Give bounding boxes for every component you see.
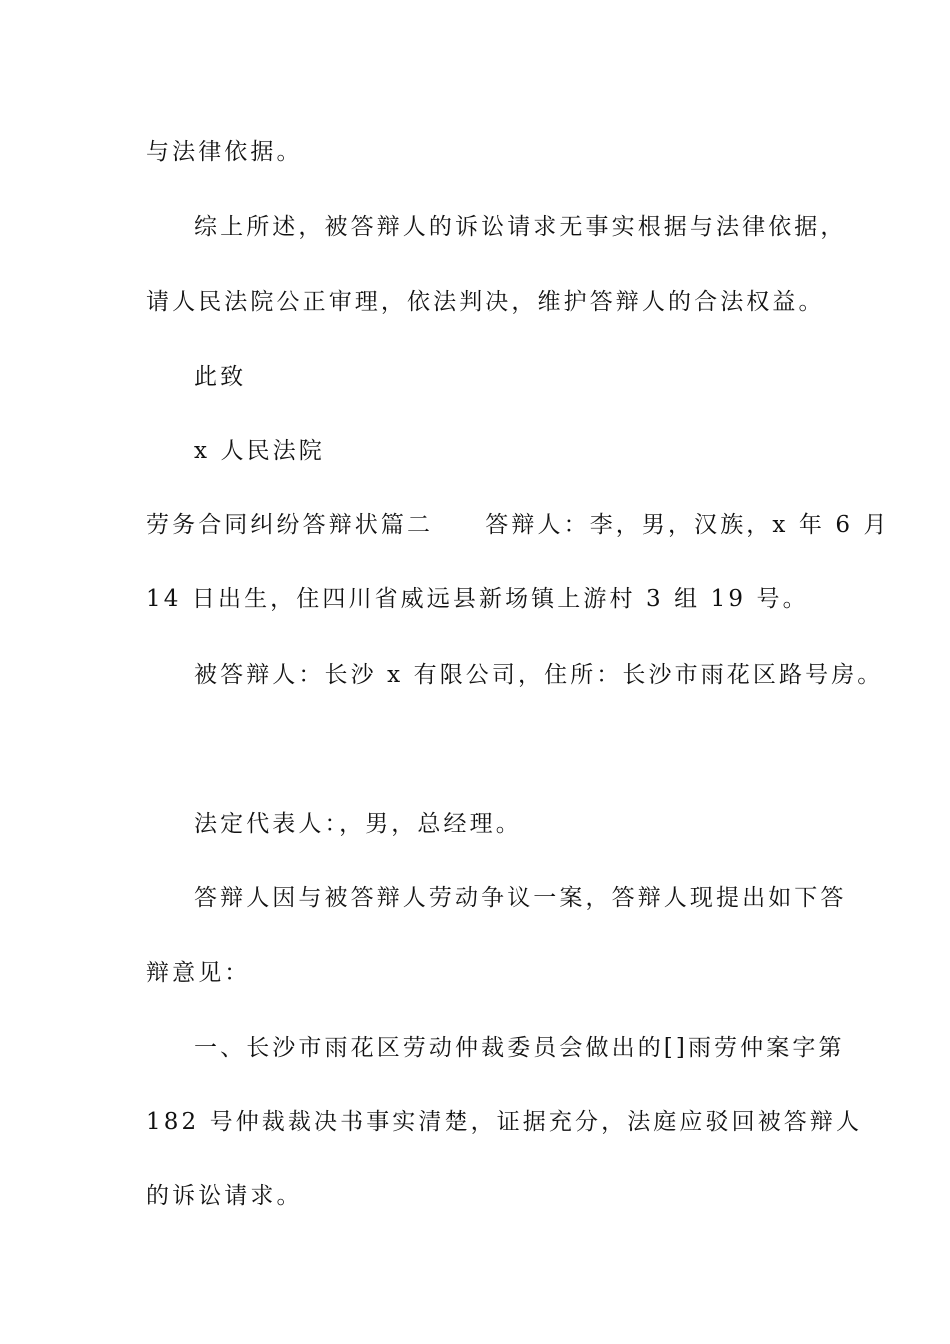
- addressee-line: x 人民法院: [194, 438, 325, 464]
- respondent-address-line: 14 日出生，住四川省威远县新场镇上游村 3 组 19 号。: [146, 586, 809, 612]
- paragraph-line-1: 与法律依据。: [146, 139, 303, 165]
- paragraph-line-3: 请人民法院公正审理，依法判决，维护答辩人的合法权益。: [146, 289, 825, 315]
- paragraph-line-14: 的诉讼请求。: [146, 1183, 303, 1209]
- paragraph-line-11: 辩意见：: [146, 960, 251, 986]
- legal-representative-line: 法定代表人：，男，总经理。: [194, 811, 522, 837]
- paragraph-line-12: 一、长沙市雨花区劳动仲裁委员会做出的[]雨劳仲案字第: [194, 1035, 845, 1061]
- appellant-line: 被答辩人：长沙 x 有限公司，住所：长沙市雨花区路号房。: [194, 662, 884, 688]
- paragraph-line-10: 答辩人因与被答辩人劳动争议一案，答辩人现提出如下答: [194, 885, 847, 911]
- salutation-line: 此致: [194, 364, 247, 390]
- section-title-line: 劳务合同纠纷答辩状篇二 答辩人：李，男，汉族，x 年 6 月: [146, 512, 890, 538]
- paragraph-line-2: 综上所述，被答辩人的诉讼请求无事实根据与法律依据，: [194, 214, 847, 240]
- paragraph-line-13: 182 号仲裁裁决书事实清楚，证据充分，法庭应驳回被答辩人: [146, 1109, 863, 1135]
